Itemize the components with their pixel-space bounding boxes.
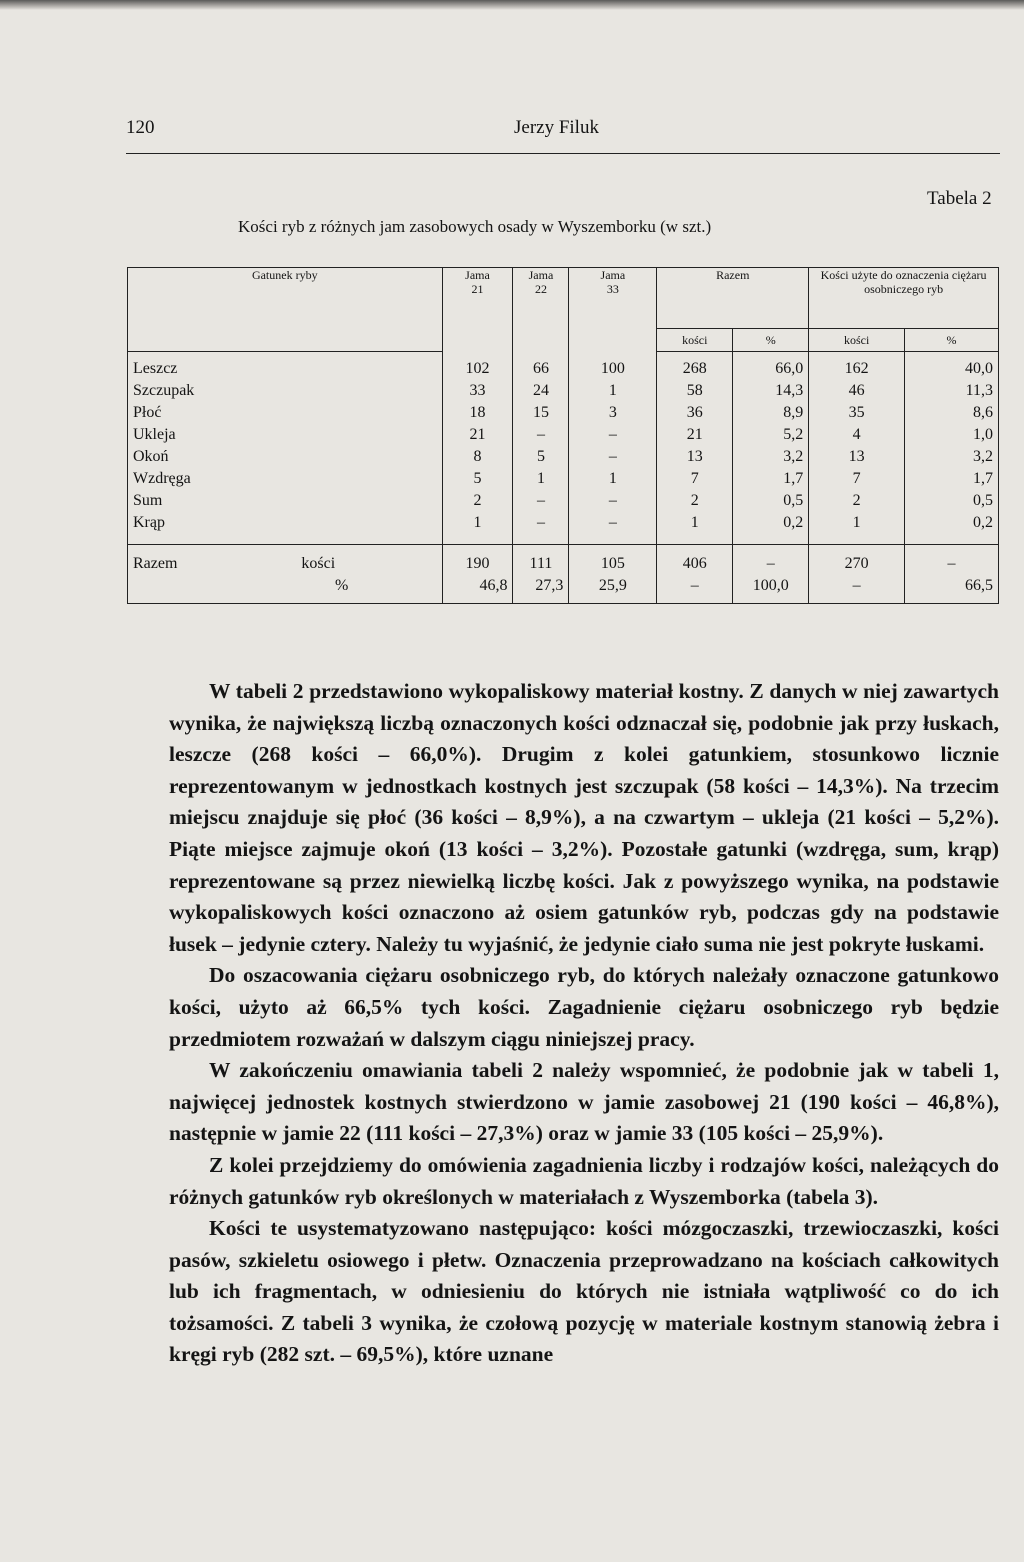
value-cell: 15 <box>513 402 569 424</box>
value-cell: 13 <box>809 446 905 468</box>
value-cell: 35 <box>809 402 905 424</box>
total-header: Razem <box>657 268 809 329</box>
total-cell: 190 <box>442 545 513 576</box>
paragraph: W zakończeniu omawiania tabeli 2 należy wspomnieć, że podobnie jak w tabeli 1, najwięcej jednostek kostnych stwierdzono w jamie zasobowej 21 (190 kości – 46,8%), następnie w jamie 22 (111 kości – 27,3%) oraz w jamie 33 (105 kości – 25,9%). <box>169 1058 999 1146</box>
paragraph: Do oszacowania ciężaru osobniczego ryb, do których należały oznaczone gatunkowo kości, użyto aż 66,5% tych kości. Zagadnienie ciężaru osobniczego ryb będzie przedmiotem rozważań w dalszym ciągu niniejszej pracy. <box>169 963 999 1051</box>
value-cell: 40,0 <box>905 352 999 381</box>
value-cell: 3,2 <box>733 446 809 468</box>
page-header <box>126 117 1000 154</box>
percent-cell: 27,3 <box>513 575 569 604</box>
table-number: Tabela 2 <box>927 188 992 209</box>
value-cell: 5,2 <box>733 424 809 446</box>
totals-label: Razem <box>133 555 178 572</box>
value-cell: 1 <box>569 380 657 402</box>
value-cell: 46 <box>809 380 905 402</box>
value-cell: 102 <box>442 352 513 381</box>
value-cell: 0,2 <box>905 512 999 545</box>
pit33-header: Jama 33 <box>569 268 657 352</box>
total-cell: – <box>905 545 999 576</box>
value-cell: 1,7 <box>905 468 999 490</box>
totals-percent-label-cell <box>128 575 443 604</box>
percent-cell: 66,5 <box>905 575 999 604</box>
species-cell: Szczupak <box>128 380 443 402</box>
value-cell: – <box>513 424 569 446</box>
value-cell: 2 <box>657 490 733 512</box>
value-cell: 2 <box>442 490 513 512</box>
value-cell: 66 <box>513 352 569 381</box>
total-bones-subheader: kości <box>657 329 733 352</box>
value-cell: 8,6 <box>905 402 999 424</box>
table-row <box>128 468 999 490</box>
page-number: 120 <box>126 117 155 138</box>
value-cell: 5 <box>513 446 569 468</box>
value-cell: 33 <box>442 380 513 402</box>
percent-cell: 46,8 <box>442 575 513 604</box>
value-cell: 1,7 <box>733 468 809 490</box>
value-cell: 4 <box>809 424 905 446</box>
value-cell: 1 <box>657 512 733 545</box>
table-row <box>128 446 999 468</box>
pit21-header: Jama 21 <box>442 268 513 352</box>
value-cell: 268 <box>657 352 733 381</box>
running-head: Jerzy Filuk <box>514 117 599 138</box>
paragraph: W tabeli 2 przedstawiono wykopaliskowy materiał kostny. Z danych w niej zawartych wynika, że największą liczbą oznaczonych kości odznaczał się, podobnie jak przy łuskach, leszcze (268 kości – 66,0%). Drugim z kolei gatunkiem, stosunkowo licznie reprezentowanym w jednostkach kostnych jest szczupak (58 kości – 14,3%). Na trzecim miejscu znajduje się płoć (36 kości – 8,9%), a na czwartym – ukleja (21 kości – 5,2%). Piąte miejsce zajmuje okoń (13 kości – 3,2%). Pozostałe gatunki (wzdręga, sum, krąp) reprezentowane są przez niewielką liczbę kości. Jak z powyższego wynika, na podstawie wykopaliskowych kości oznaczono aż osiem gatunków ryb, podczas gdy na podstawie łusek – jedynie cztery. Należy tu wyjaśnić, że jedynie ciało suma nie jest pokryte łuskami. <box>169 679 999 956</box>
value-cell: 1 <box>513 468 569 490</box>
value-cell: 3 <box>569 402 657 424</box>
table-row <box>128 490 999 512</box>
totals-label-cell <box>128 545 443 576</box>
value-cell: 162 <box>809 352 905 381</box>
value-cell: 58 <box>657 380 733 402</box>
totals-percent-label: % <box>335 577 349 594</box>
paragraph: Kości te usystematyzowano następująco: kości mózgoczaszki, trzewioczaszki, kości pasów, szkieletu osiowego i płetw. Oznaczenia przeprowadzano na kościach całkowitych lub ich fragmentach, w odniesieniu do których nie istniała wątpliwość co do ich tożsamości. Z tabeli 3 wynika, że czołową pozycję w materiale kostnym stanowią żebra i kręgi ryb (282 szt. – 69,5%), które uznane <box>169 1216 999 1367</box>
value-cell: 18 <box>442 402 513 424</box>
value-cell: – <box>569 446 657 468</box>
value-cell: 7 <box>657 468 733 490</box>
value-cell: 21 <box>657 424 733 446</box>
value-cell: 14,3 <box>733 380 809 402</box>
species-header: Gatunek ryby <box>128 268 443 352</box>
table-row <box>128 512 999 545</box>
species-cell: Wzdręga <box>128 468 443 490</box>
table-caption: Kości ryb z różnych jam zasobowych osady w Wyszemborku (w szt.) <box>238 217 712 236</box>
total-cell: 270 <box>809 545 905 576</box>
percent-cell: – <box>809 575 905 604</box>
table-row <box>128 402 999 424</box>
species-cell: Płoć <box>128 402 443 424</box>
species-cell: Krąp <box>128 512 443 545</box>
value-cell: – <box>569 512 657 545</box>
value-cell: 0,5 <box>733 490 809 512</box>
species-cell: Leszcz <box>128 352 443 381</box>
percent-cell: 25,9 <box>569 575 657 604</box>
value-cell: 24 <box>513 380 569 402</box>
weight-percent-subheader: % <box>905 329 999 352</box>
total-percent-subheader: % <box>733 329 809 352</box>
total-cell: – <box>733 545 809 576</box>
totals-bones-label: kości <box>301 555 336 572</box>
percent-cell: – <box>657 575 733 604</box>
body-text <box>169 676 999 1371</box>
value-cell: 13 <box>657 446 733 468</box>
percent-cell: 100,0 <box>733 575 809 604</box>
table-row <box>128 424 999 446</box>
value-cell: 100 <box>569 352 657 381</box>
species-cell: Okoń <box>128 446 443 468</box>
species-cell: Sum <box>128 490 443 512</box>
value-cell: 1 <box>442 512 513 545</box>
value-cell: 7 <box>809 468 905 490</box>
table-row <box>128 352 999 381</box>
value-cell: 36 <box>657 402 733 424</box>
pit22-header: Jama 22 <box>513 268 569 352</box>
value-cell: 11,3 <box>905 380 999 402</box>
weight-bones-subheader: kości <box>809 329 905 352</box>
table-row <box>128 380 999 402</box>
value-cell: 5 <box>442 468 513 490</box>
value-cell: – <box>513 512 569 545</box>
value-cell: 0,2 <box>733 512 809 545</box>
scan-edge <box>0 0 1024 10</box>
value-cell: 21 <box>442 424 513 446</box>
value-cell: – <box>569 424 657 446</box>
fish-bones-table <box>127 267 999 604</box>
value-cell: 8,9 <box>733 402 809 424</box>
species-cell: Ukleja <box>128 424 443 446</box>
value-cell: – <box>513 490 569 512</box>
value-cell: 2 <box>809 490 905 512</box>
total-cell: 406 <box>657 545 733 576</box>
value-cell: 0,5 <box>905 490 999 512</box>
value-cell: 8 <box>442 446 513 468</box>
total-cell: 111 <box>513 545 569 576</box>
value-cell: 3,2 <box>905 446 999 468</box>
value-cell: 1 <box>569 468 657 490</box>
value-cell: 1,0 <box>905 424 999 446</box>
value-cell: 66,0 <box>733 352 809 381</box>
value-cell: 1 <box>809 512 905 545</box>
total-cell: 105 <box>569 545 657 576</box>
value-cell: – <box>569 490 657 512</box>
paragraph: Z kolei przejdziemy do omówienia zagadnienia liczby i rodzajów kości, należących do różnych gatunków ryb określonych w materiałach z Wyszemborka (tabela 3). <box>169 1152 999 1209</box>
weight-header: Kości użyte do oznaczenia ciężaru osobniczego ryb <box>809 268 999 329</box>
